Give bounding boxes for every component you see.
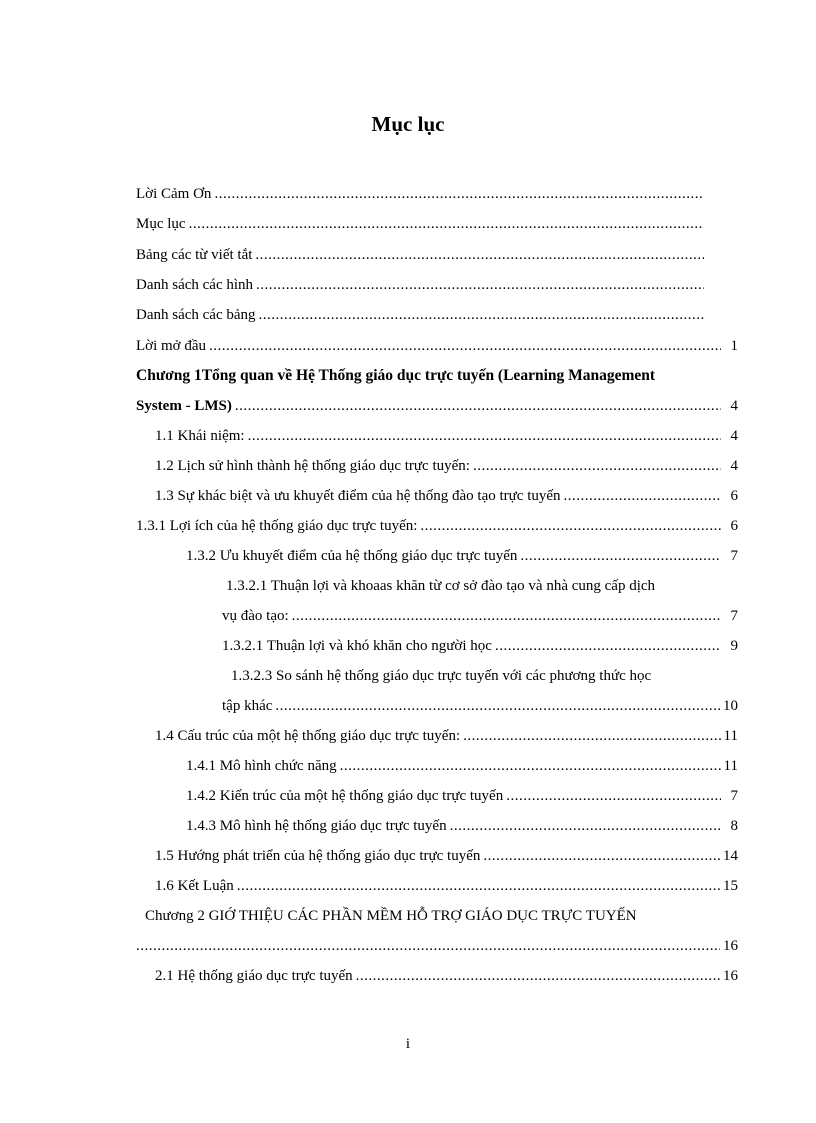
toc-entry-text: System - LMS): [136, 398, 232, 414]
toc-entry-text: 1.4.1 Mô hình chức năng: [186, 758, 337, 774]
toc-entry[interactable]: [136, 391, 738, 421]
toc-entry-page: 11: [723, 758, 738, 774]
toc-leader-dots: [292, 601, 721, 631]
toc-entry-text: tập khác: [222, 698, 273, 714]
toc-chapter-title-line[interactable]: Chương 1Tổng quan về Hệ Thống giáo dục trực tuyến (Learning Management: [136, 367, 656, 384]
toc-entry[interactable]: [222, 691, 738, 721]
toc-leader-dots: [189, 209, 704, 239]
toc-leader-dots: [248, 421, 721, 451]
toc-entry-text: 1.4.2 Kiến trúc của một hệ thống giáo dục trực tuyến: [186, 788, 504, 804]
toc-entry-title-line[interactable]: 1.3.2.3 So sánh hệ thống giáo dục trực tuyến với các phương thức học: [231, 668, 652, 684]
toc-entry[interactable]: [186, 811, 738, 841]
toc-entry[interactable]: [155, 841, 738, 871]
toc-entry-page: 8: [730, 818, 738, 834]
toc-leader-dots: [255, 240, 704, 270]
toc-entry-text: vụ đào tạo:: [222, 608, 289, 624]
toc-entry-text: 1.2 Lịch sử hình thành hệ thống giáo dục trực tuyến:: [155, 458, 470, 474]
toc-leader-dots: [209, 331, 721, 361]
toc-leader-dots: [259, 300, 704, 330]
toc-entry-text: Lời Cảm Ơn: [136, 186, 212, 202]
toc-leader-dots: [495, 631, 721, 661]
toc-entry[interactable]: [136, 179, 721, 209]
toc-entry[interactable]: [155, 481, 738, 511]
toc-entry-page: 9: [730, 638, 738, 654]
toc-entry-text: 1.3.2 Ưu khuyết điểm của hệ thống giáo dục trực tuyến: [186, 548, 518, 564]
toc-entry[interactable]: [136, 931, 738, 961]
toc-entry[interactable]: [155, 421, 738, 451]
toc-entry-page: 16: [723, 938, 738, 954]
toc-entry-text: 2.1 Hệ thống giáo dục trực tuyến: [155, 968, 353, 984]
toc-entry-text: Danh sách các bảng: [136, 307, 256, 323]
toc-entry[interactable]: [222, 631, 738, 661]
toc-leader-dots: [520, 541, 721, 571]
toc-entry-page: 4: [730, 398, 738, 414]
toc-entry-text: 1.1 Khái niệm:: [155, 428, 245, 444]
toc-entry-text: 1.5 Hướng phát triển của hệ thống giáo dục trực tuyến: [155, 848, 481, 864]
toc-entry-page: 7: [730, 548, 738, 564]
toc-leader-dots: [450, 811, 721, 841]
toc-leader-dots: [275, 691, 720, 721]
toc-leader-dots: [483, 841, 720, 871]
toc-entry-page: 16: [723, 968, 738, 984]
toc-entry-text: 1.6 Kết Luận: [155, 878, 234, 894]
toc-entry-text: Bảng các từ viết tắt: [136, 247, 253, 263]
toc-entry-page: 7: [730, 608, 738, 624]
toc-leader-dots: [473, 451, 721, 481]
toc-leader-dots: [235, 391, 721, 421]
toc-entry-page: 4: [730, 428, 738, 444]
toc-entry-text: 1.3 Sự khác biệt và ưu khuyết điểm của hệ thống đào tạo trực tuyến: [155, 488, 561, 504]
toc-entry-text: Lời mở đầu: [136, 338, 207, 354]
toc-entry[interactable]: [136, 270, 721, 300]
toc-entry-page: 4: [730, 458, 738, 474]
toc-leader-dots: [136, 931, 720, 961]
toc-entry[interactable]: [155, 871, 738, 901]
toc-entry-page: 11: [723, 728, 738, 744]
toc-leader-dots: [506, 781, 721, 811]
toc-entry[interactable]: [136, 331, 738, 361]
toc-entry-page: 14: [723, 848, 738, 864]
toc-leader-dots: [463, 721, 720, 751]
toc-entry[interactable]: [186, 541, 738, 571]
toc-entry[interactable]: [136, 511, 738, 541]
toc-leader-dots: [564, 481, 721, 511]
toc-chapter-title-line[interactable]: Chương 2 GIỚ THIỆU CÁC PHẦN MỀM HỖ TRỢ GIÁO DỤC TRỰC TUYẾN: [145, 908, 637, 924]
toc-entry[interactable]: [186, 781, 738, 811]
toc-entry[interactable]: [222, 601, 738, 631]
toc-entry-page: 15: [723, 878, 738, 894]
toc-entry[interactable]: [136, 240, 721, 270]
toc-entry-page: 6: [730, 488, 738, 504]
toc-entry-text: 1.4.3 Mô hình hệ thống giáo dục trực tuyến: [186, 818, 447, 834]
toc-entry[interactable]: [155, 721, 738, 751]
page-number: i: [405, 1036, 411, 1052]
toc-entry-text: Mục lục: [136, 216, 186, 232]
toc-leader-dots: [214, 179, 704, 209]
toc-entry-page: 6: [730, 518, 738, 534]
toc-entry[interactable]: [155, 961, 738, 991]
toc-entry[interactable]: [136, 300, 721, 330]
toc-leader-dots: [356, 961, 720, 991]
page-title: Mục lục: [371, 112, 445, 136]
toc-entry[interactable]: [155, 451, 738, 481]
toc-leader-dots: [256, 270, 704, 300]
toc-entry-text: 1.4 Cấu trúc của một hệ thống giáo dục trực tuyến:: [155, 728, 461, 744]
toc-leader-dots: [420, 511, 721, 541]
toc-entry-page: 7: [730, 788, 738, 804]
toc-entry-page: 1: [730, 338, 738, 354]
toc-leader-dots: [237, 871, 720, 901]
toc-entry-title-line[interactable]: 1.3.2.1 Thuận lợi và khoaas khăn từ cơ sở đào tạo và nhà cung cấp dịch: [226, 578, 656, 594]
toc-entry-text: Danh sách các hình: [136, 277, 254, 293]
toc-entry[interactable]: [136, 209, 721, 239]
toc-leader-dots: [340, 751, 721, 781]
toc-entry-text: 1.3.1 Lợi ích của hệ thống giáo dục trực tuyến:: [136, 518, 418, 534]
toc-entry-page: 10: [723, 698, 738, 714]
toc-entry-text: 1.3.2.1 Thuận lợi và khó khăn cho người học: [222, 638, 492, 654]
toc-entry[interactable]: [186, 751, 738, 781]
